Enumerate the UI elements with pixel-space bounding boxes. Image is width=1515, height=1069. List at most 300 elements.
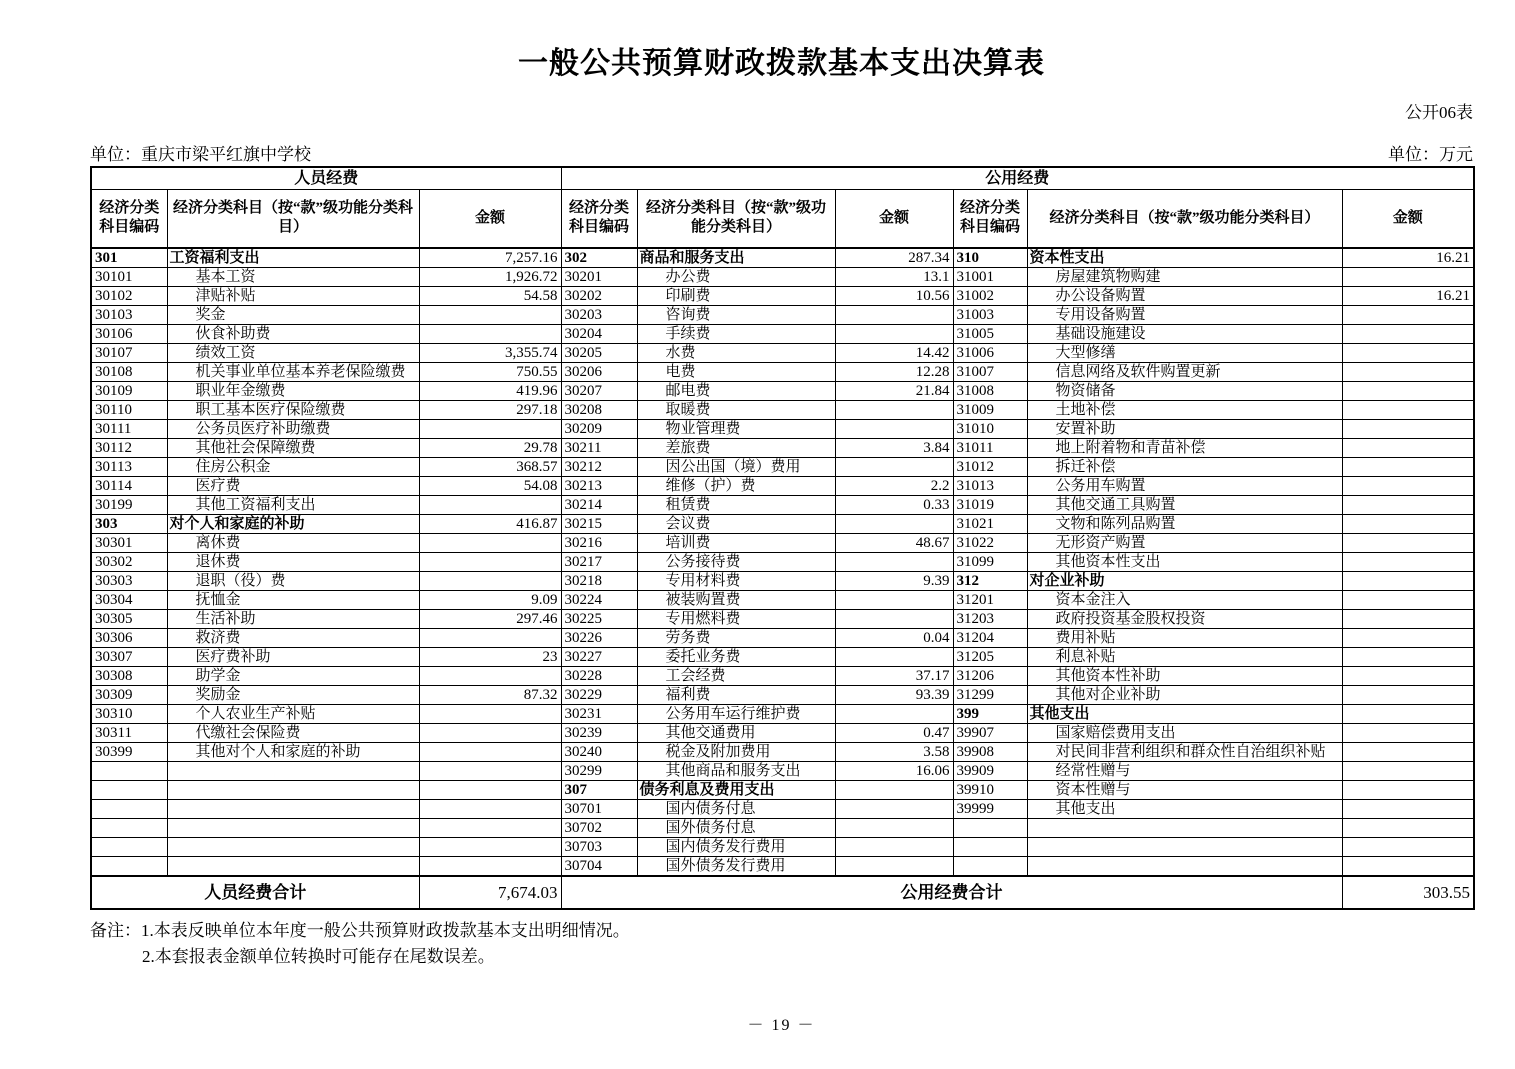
subject-cell: 其他对个人和家庭的补助	[167, 742, 419, 761]
code-cell: 31021	[953, 514, 1027, 533]
subject-cell: 对个人和家庭的补助	[167, 514, 419, 533]
code-cell: 39910	[953, 780, 1027, 799]
amount-cell	[835, 609, 953, 628]
code-cell: 30306	[91, 628, 167, 647]
amount-cell	[1342, 571, 1474, 590]
table-row	[91, 742, 1474, 761]
table-row	[91, 685, 1474, 704]
subject-cell: 政府投资基金股权投资	[1027, 609, 1342, 628]
amount-cell	[1342, 533, 1474, 552]
code-cell: 30231	[561, 704, 637, 723]
amount-cell	[1342, 628, 1474, 647]
amount-cell	[1342, 400, 1474, 419]
subject-cell: 福利费	[637, 685, 835, 704]
subject-cell: 代缴社会保险费	[167, 723, 419, 742]
amount-cell: 297.46	[419, 609, 561, 628]
subject-cell: 专用燃料费	[637, 609, 835, 628]
code-cell: 30227	[561, 647, 637, 666]
subject-cell: 培训费	[637, 533, 835, 552]
amount-cell: 7,257.16	[419, 248, 561, 268]
subject-cell: 无形资产购置	[1027, 533, 1342, 552]
code-cell: 30225	[561, 609, 637, 628]
amount-cell	[1342, 419, 1474, 438]
amount-cell	[1342, 495, 1474, 514]
subject-cell: 大型修缮	[1027, 343, 1342, 362]
table-row	[91, 533, 1474, 552]
table-row	[91, 590, 1474, 609]
col-header-amount: 金额	[1342, 190, 1474, 248]
amount-cell	[1342, 704, 1474, 723]
table-row	[91, 761, 1474, 780]
code-cell: 30303	[91, 571, 167, 590]
code-cell: 30299	[561, 761, 637, 780]
amount-cell	[835, 552, 953, 571]
amount-cell	[1342, 305, 1474, 324]
subject-cell: 工会经费	[637, 666, 835, 685]
personnel-total-value: 7,674.03	[419, 876, 561, 909]
subject-cell: 对企业补助	[1027, 571, 1342, 590]
subject-cell: 工资福利支出	[167, 248, 419, 268]
subject-cell: 奖励金	[167, 685, 419, 704]
amount-cell	[1342, 552, 1474, 571]
code-cell	[91, 799, 167, 818]
code-cell: 31002	[953, 286, 1027, 305]
table-row	[91, 476, 1474, 495]
subject-cell: 其他资本性支出	[1027, 552, 1342, 571]
subject-cell: 文物和陈列品购置	[1027, 514, 1342, 533]
code-cell	[953, 856, 1027, 876]
table-row	[91, 324, 1474, 343]
table-row	[91, 704, 1474, 723]
table-row	[91, 628, 1474, 647]
code-cell: 30216	[561, 533, 637, 552]
unit-money-label: 单位：万元	[1388, 145, 1473, 164]
code-cell: 30202	[561, 286, 637, 305]
code-cell: 31006	[953, 343, 1027, 362]
code-cell: 307	[561, 780, 637, 799]
code-cell: 303	[91, 514, 167, 533]
subject-cell: 退休费	[167, 552, 419, 571]
note-line-1	[90, 918, 1473, 944]
subject-cell: 抚恤金	[167, 590, 419, 609]
code-cell: 31019	[953, 495, 1027, 514]
code-cell: 30240	[561, 742, 637, 761]
amount-cell	[835, 457, 953, 476]
subject-cell: 电费	[637, 362, 835, 381]
code-cell: 30213	[561, 476, 637, 495]
subject-cell	[167, 818, 419, 837]
document-sheet	[90, 0, 1473, 1035]
code-cell: 30106	[91, 324, 167, 343]
col-header-subject: 经济分类科目（按“款”级功能分类科目）	[637, 190, 835, 248]
amount-cell	[1342, 514, 1474, 533]
totals-row	[91, 876, 1474, 909]
amount-cell	[419, 761, 561, 780]
code-cell: 30110	[91, 400, 167, 419]
subject-cell: 医疗费补助	[167, 647, 419, 666]
amount-cell: 87.32	[419, 685, 561, 704]
subject-cell	[167, 780, 419, 799]
table-row	[91, 723, 1474, 742]
code-cell: 31008	[953, 381, 1027, 400]
col-header-amount: 金额	[835, 190, 953, 248]
code-cell: 31099	[953, 552, 1027, 571]
table-row	[91, 381, 1474, 400]
code-cell	[91, 761, 167, 780]
subject-cell: 其他对企业补助	[1027, 685, 1342, 704]
page-number: － 19 －	[747, 1016, 816, 1034]
page-title: 一般公共预算财政拨款基本支出决算表	[518, 47, 1045, 80]
code-cell: 31203	[953, 609, 1027, 628]
code-cell	[953, 837, 1027, 856]
personnel-total-label: 人员经费合计	[91, 876, 419, 909]
subject-cell: 奖金	[167, 305, 419, 324]
subject-cell: 取暖费	[637, 400, 835, 419]
amount-cell: 3.84	[835, 438, 953, 457]
column-header-row	[91, 190, 1474, 248]
subject-cell	[1027, 856, 1342, 876]
subject-cell: 手续费	[637, 324, 835, 343]
group-personnel-header: 人员经费	[91, 167, 561, 190]
code-cell: 30310	[91, 704, 167, 723]
code-cell: 30109	[91, 381, 167, 400]
amount-cell: 0.47	[835, 723, 953, 742]
amount-cell	[1342, 723, 1474, 742]
amount-cell	[1342, 476, 1474, 495]
amount-cell	[419, 742, 561, 761]
amount-cell	[419, 628, 561, 647]
amount-cell	[1342, 837, 1474, 856]
subject-cell: 住房公积金	[167, 457, 419, 476]
code-cell: 30701	[561, 799, 637, 818]
code-cell: 30209	[561, 419, 637, 438]
code-cell: 30212	[561, 457, 637, 476]
amount-cell	[1342, 761, 1474, 780]
col-header-code: 经济分类科目编码	[561, 190, 637, 248]
code-cell: 30107	[91, 343, 167, 362]
subject-cell: 职业年金缴费	[167, 381, 419, 400]
code-cell: 30112	[91, 438, 167, 457]
amount-cell	[1342, 609, 1474, 628]
col-header-code: 经济分类科目编码	[953, 190, 1027, 248]
amount-cell	[419, 723, 561, 742]
amount-cell	[419, 495, 561, 514]
subject-cell: 个人农业生产补贴	[167, 704, 419, 723]
subject-cell: 专用材料费	[637, 571, 835, 590]
code-cell: 30211	[561, 438, 637, 457]
subject-cell	[167, 837, 419, 856]
code-cell: 30108	[91, 362, 167, 381]
code-cell: 30214	[561, 495, 637, 514]
note-1-text: 1.本表反映单位本年度一般公共预算财政拨款基本支出明细情况。	[141, 920, 630, 940]
code-cell: 31003	[953, 305, 1027, 324]
note-line-2	[90, 944, 1473, 970]
amount-cell: 54.08	[419, 476, 561, 495]
code-cell: 31204	[953, 628, 1027, 647]
code-cell: 30215	[561, 514, 637, 533]
amount-cell	[419, 305, 561, 324]
code-cell: 31013	[953, 476, 1027, 495]
code-cell: 30228	[561, 666, 637, 685]
subject-cell: 医疗费	[167, 476, 419, 495]
code-cell	[953, 818, 1027, 837]
code-cell: 30217	[561, 552, 637, 571]
code-cell: 30239	[561, 723, 637, 742]
code-cell: 31001	[953, 267, 1027, 286]
amount-cell: 12.28	[835, 362, 953, 381]
amount-cell: 16.21	[1342, 248, 1474, 268]
amount-cell: 16.21	[1342, 286, 1474, 305]
group-header-row	[91, 167, 1474, 190]
subject-cell: 国家赔偿费用支出	[1027, 723, 1342, 742]
code-cell: 30704	[561, 856, 637, 876]
subject-cell: 地上附着物和青苗补偿	[1027, 438, 1342, 457]
table-row	[91, 837, 1474, 856]
col-header-code: 经济分类科目编码	[91, 190, 167, 248]
code-cell: 30224	[561, 590, 637, 609]
amount-cell	[419, 856, 561, 876]
code-cell: 30399	[91, 742, 167, 761]
amount-cell: 416.87	[419, 514, 561, 533]
amount-cell	[419, 704, 561, 723]
subject-cell: 因公出国（境）费用	[637, 457, 835, 476]
table-row	[91, 647, 1474, 666]
notes-prefix: 备注：	[90, 920, 141, 940]
subject-cell: 邮电费	[637, 381, 835, 400]
subject-cell: 专用设备购置	[1027, 305, 1342, 324]
amount-cell	[1342, 799, 1474, 818]
amount-cell: 21.84	[835, 381, 953, 400]
amount-cell	[1342, 818, 1474, 837]
table-row	[91, 552, 1474, 571]
code-cell: 31009	[953, 400, 1027, 419]
amount-cell	[835, 837, 953, 856]
col-header-amount: 金额	[419, 190, 561, 248]
subject-cell: 职工基本医疗保险缴费	[167, 400, 419, 419]
subject-cell: 债务利息及费用支出	[637, 780, 835, 799]
amount-cell: 10.56	[835, 286, 953, 305]
code-cell: 30201	[561, 267, 637, 286]
subject-cell: 救济费	[167, 628, 419, 647]
subject-cell: 咨询费	[637, 305, 835, 324]
code-cell: 31022	[953, 533, 1027, 552]
table-row	[91, 343, 1474, 362]
subject-cell: 物业管理费	[637, 419, 835, 438]
amount-cell	[835, 780, 953, 799]
amount-cell	[835, 704, 953, 723]
table-row	[91, 799, 1474, 818]
subject-cell: 其他社会保障缴费	[167, 438, 419, 457]
subject-cell: 资本性支出	[1027, 248, 1342, 268]
code-cell: 30309	[91, 685, 167, 704]
code-cell	[91, 837, 167, 856]
code-cell: 30308	[91, 666, 167, 685]
amount-cell	[1342, 590, 1474, 609]
subject-cell: 基础设施建设	[1027, 324, 1342, 343]
amount-cell	[835, 818, 953, 837]
code-cell	[91, 780, 167, 799]
table-row	[91, 286, 1474, 305]
code-cell: 39999	[953, 799, 1027, 818]
subject-cell	[1027, 837, 1342, 856]
table-body	[91, 248, 1474, 876]
code-cell: 399	[953, 704, 1027, 723]
code-cell: 31206	[953, 666, 1027, 685]
subject-cell: 其他商品和服务支出	[637, 761, 835, 780]
subject-cell	[167, 799, 419, 818]
subject-cell: 机关事业单位基本养老保险缴费	[167, 362, 419, 381]
amount-cell	[835, 590, 953, 609]
amount-cell: 1,926.72	[419, 267, 561, 286]
amount-cell: 3,355.74	[419, 343, 561, 362]
amount-cell: 48.67	[835, 533, 953, 552]
code-cell: 30304	[91, 590, 167, 609]
subject-cell: 对民间非营利组织和群众性自治组织补贴	[1027, 742, 1342, 761]
amount-cell	[419, 324, 561, 343]
amount-cell	[835, 514, 953, 533]
note-2-text: 2.本套报表金额单位转换时可能存在尾数误差。	[142, 946, 495, 966]
amount-cell: 13.1	[835, 267, 953, 286]
subject-cell: 其他交通工具购置	[1027, 495, 1342, 514]
amount-cell: 0.33	[835, 495, 953, 514]
subject-cell: 生活补助	[167, 609, 419, 628]
code-cell: 30101	[91, 267, 167, 286]
subject-cell: 退职（役）费	[167, 571, 419, 590]
public-total-label: 公用经费合计	[561, 876, 1342, 909]
amount-cell	[1342, 647, 1474, 666]
code-cell: 30203	[561, 305, 637, 324]
code-cell: 301	[91, 248, 167, 268]
subject-cell: 印刷费	[637, 286, 835, 305]
subject-cell: 基本工资	[167, 267, 419, 286]
table-row	[91, 514, 1474, 533]
subject-cell: 会议费	[637, 514, 835, 533]
amount-cell	[835, 400, 953, 419]
subject-cell: 公务员医疗补助缴费	[167, 419, 419, 438]
amount-cell	[419, 552, 561, 571]
table-row	[91, 419, 1474, 438]
subject-cell: 劳务费	[637, 628, 835, 647]
amount-cell	[1342, 324, 1474, 343]
code-cell: 302	[561, 248, 637, 268]
amount-cell: 419.96	[419, 381, 561, 400]
table-row	[91, 457, 1474, 476]
subject-cell: 公务用车运行维护费	[637, 704, 835, 723]
code-cell: 30226	[561, 628, 637, 647]
amount-cell	[835, 305, 953, 324]
code-cell: 30703	[561, 837, 637, 856]
subject-cell: 离休费	[167, 533, 419, 552]
amount-cell	[419, 533, 561, 552]
code-cell: 30114	[91, 476, 167, 495]
amount-cell: 93.39	[835, 685, 953, 704]
subject-cell: 水费	[637, 343, 835, 362]
subject-cell: 商品和服务支出	[637, 248, 835, 268]
subject-cell: 安置补助	[1027, 419, 1342, 438]
subject-cell: 其他支出	[1027, 799, 1342, 818]
amount-cell	[835, 799, 953, 818]
amount-cell: 9.39	[835, 571, 953, 590]
amount-cell	[1342, 666, 1474, 685]
code-cell	[91, 818, 167, 837]
subject-cell: 资本性赠与	[1027, 780, 1342, 799]
amount-cell	[419, 666, 561, 685]
code-cell: 31205	[953, 647, 1027, 666]
code-cell: 30102	[91, 286, 167, 305]
subject-cell: 土地补偿	[1027, 400, 1342, 419]
subject-cell: 租赁费	[637, 495, 835, 514]
code-cell: 30702	[561, 818, 637, 837]
table-row	[91, 495, 1474, 514]
code-cell: 31010	[953, 419, 1027, 438]
code-cell: 39909	[953, 761, 1027, 780]
subject-cell: 公务接待费	[637, 552, 835, 571]
table-row	[91, 438, 1474, 457]
subject-cell: 其他资本性补助	[1027, 666, 1342, 685]
table-row	[91, 400, 1474, 419]
code-cell: 30307	[91, 647, 167, 666]
subject-cell: 公务用车购置	[1027, 476, 1342, 495]
table-row	[91, 609, 1474, 628]
code-cell: 30199	[91, 495, 167, 514]
table-row	[91, 267, 1474, 286]
table-row	[91, 571, 1474, 590]
public-total-value: 303.55	[1342, 876, 1474, 909]
subject-cell	[167, 856, 419, 876]
subject-cell: 委托业务费	[637, 647, 835, 666]
code-cell: 39908	[953, 742, 1027, 761]
notes-block	[90, 918, 1473, 970]
unit-row	[90, 140, 1473, 163]
subject-cell: 办公费	[637, 267, 835, 286]
amount-cell	[1342, 856, 1474, 876]
subject-cell	[1027, 818, 1342, 837]
subject-cell: 被装购置费	[637, 590, 835, 609]
amount-cell	[835, 647, 953, 666]
form-number-label: 公开06表	[1405, 103, 1473, 122]
subject-cell: 维修（护）费	[637, 476, 835, 495]
code-cell: 30205	[561, 343, 637, 362]
amount-cell	[1342, 343, 1474, 362]
table-row	[91, 856, 1474, 876]
code-cell: 30305	[91, 609, 167, 628]
subject-cell: 办公设备购置	[1027, 286, 1342, 305]
code-cell: 30311	[91, 723, 167, 742]
subject-cell: 津贴补贴	[167, 286, 419, 305]
amount-cell: 29.78	[419, 438, 561, 457]
amount-cell	[1342, 267, 1474, 286]
table-row	[91, 780, 1474, 799]
amount-cell	[1342, 438, 1474, 457]
table-row	[91, 666, 1474, 685]
amount-cell: 16.06	[835, 761, 953, 780]
subject-cell: 国外债务发行费用	[637, 856, 835, 876]
code-cell: 30204	[561, 324, 637, 343]
table-row	[91, 305, 1474, 324]
group-public-header: 公用经费	[561, 167, 1474, 190]
code-cell: 30207	[561, 381, 637, 400]
amount-cell: 287.34	[835, 248, 953, 268]
code-cell: 30301	[91, 533, 167, 552]
amount-cell	[835, 419, 953, 438]
code-cell: 30218	[561, 571, 637, 590]
amount-cell	[419, 780, 561, 799]
amount-cell	[419, 799, 561, 818]
subject-cell: 国内债务发行费用	[637, 837, 835, 856]
code-cell: 31007	[953, 362, 1027, 381]
amount-cell: 9.09	[419, 590, 561, 609]
amount-cell	[419, 837, 561, 856]
